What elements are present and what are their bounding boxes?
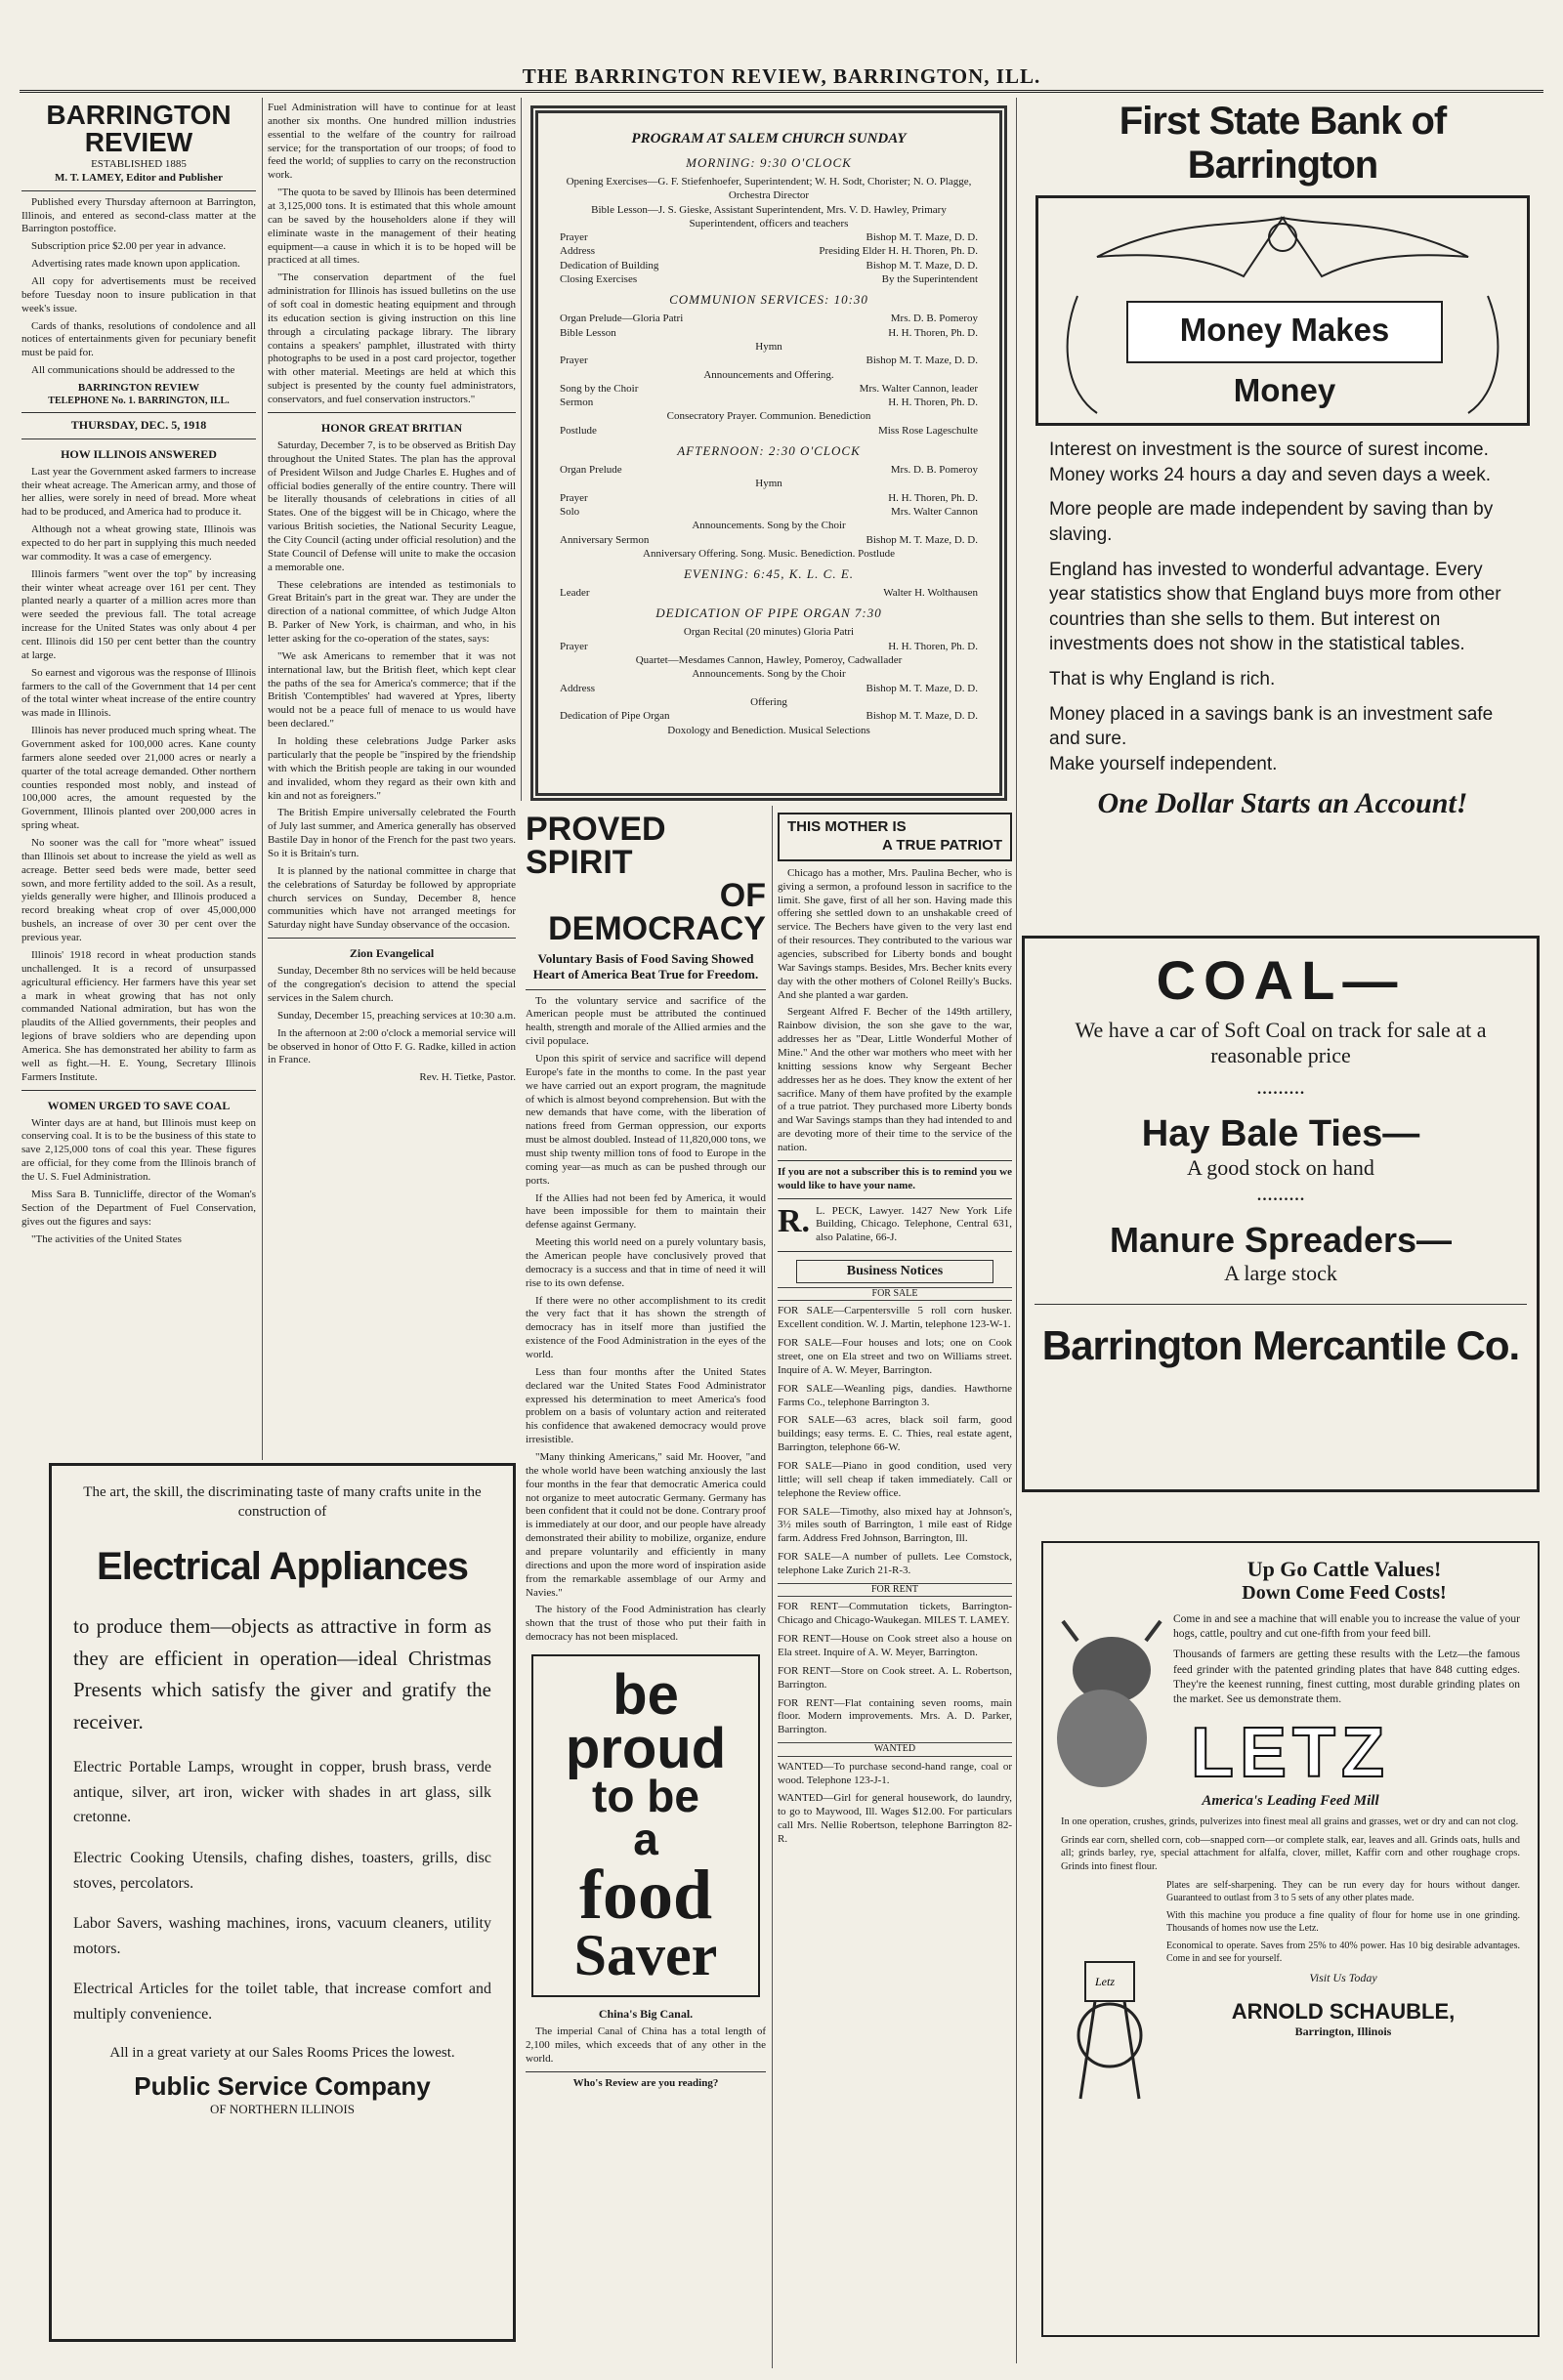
appliances-lead: to produce them—objects as attractive in form as they are efficient in operation—ideal Christmas Presents which satisfy the giver and gratify the receiver. — [73, 1614, 491, 1733]
page-header: THE BARRINGTON REVIEW, BARRINGTON, ILL. — [522, 64, 1041, 88]
header-rule — [20, 90, 1543, 93]
food-saver-ad — [531, 1654, 760, 1997]
program-row — [560, 230, 978, 244]
divider — [526, 2071, 766, 2072]
for-rent-heading: FOR RENT — [778, 1583, 1012, 1598]
program-line: Opening Exercises—G. F. Stiefenhoefer, Superintendent; W. H. Sodt, Chorister; N. O. Plagge, Orchestra Director — [566, 176, 972, 202]
appliances-company-sub: OF NORTHERN ILLINOIS — [210, 2101, 355, 2116]
article-paragraph: Last year the Government asked farmers to increase their wheat acreage. The American army, and those of her allies, were sorely in need of bread. More wheat had to be produced, and America had to produce it. — [21, 465, 256, 519]
letz-paragraph: Economical to operate. Saves from 25% to 40% power. Has 10 big desirable advantages. Come in and see for yourself. — [1166, 1940, 1520, 1964]
article-paragraph: "We ask Americans to remember that it was not international law, but the British fleet, which kept clear the paths of the sea for America's commerce; that if the British 'Contemptibles' had wavered at Ypres, liberty would not be a peace full of menace to us would have been declared." — [268, 649, 516, 731]
program-row — [560, 272, 978, 286]
program-line: Bible Lesson—J. S. Gieske, Assistant Superintendent, Mrs. V. D. Hawley, Primary Superintendent, officers and teachers — [591, 203, 947, 230]
divider — [778, 1198, 1012, 1199]
subscriber-notice: If you are not a subscriber this is to remind you we would like to have your name. — [778, 1165, 1012, 1191]
program-line: Offering — [750, 695, 787, 708]
program-person: Walter H. Wolthausen — [883, 587, 978, 600]
letz-paragraph: Plates are self-sharpening. They can be run every day for hours without danger. Guaranteed to outlast from 3 to 5 sets of any other plates made. — [1166, 1879, 1520, 1903]
food-saver-line: Saver — [573, 1922, 718, 1987]
article-paragraph: "The activities of the United States — [31, 1232, 182, 1245]
divider — [21, 1090, 256, 1091]
manure-text: A large stock — [1224, 1261, 1337, 1285]
column-divider — [262, 98, 263, 1460]
program-row — [560, 505, 978, 519]
program-row — [560, 491, 978, 505]
issue-date: THURSDAY, DEC. 5, 1918 — [70, 418, 207, 433]
letz-head-1: Up Go Cattle Values! — [1246, 1557, 1442, 1581]
program-line: Anniversary Offering. Song. Music. Benediction. Postlude — [643, 547, 895, 560]
article-paragraph: The British Empire universally celebrated the Fourth of July last summer, and America generally has observed Bastile Day in honor of the French for the past two years. So it is Britain's turn. — [268, 807, 516, 859]
article-paragraph: Fuel Administration will have to continue for at least another six months. One hundred million industries essential to the welfare of the country for railroad service; for the transportation of our troops; of food to feed the world; of supplies to carry on the reconstruction work. — [268, 102, 516, 182]
peck-initial: R. — [778, 1202, 811, 1239]
program-line: Announcements. Song by the Choir — [692, 520, 846, 532]
article-paragraph: So earnest and vigorous was the response of Illinois farmers to the call of the Government that 14 per cent of the total winter wheat increase of the entire country was made in Illinois. — [21, 666, 256, 720]
bank-banner-text: Money Makes Money — [1179, 312, 1390, 408]
bank-paragraph: Money placed in a savings bank is an investment safe and sure. — [1049, 703, 1494, 750]
cow-icon — [1053, 1611, 1170, 1807]
article-paragraph: Meeting this world need on a purely voluntary basis, the American people have conclusively proved that democracy is a success and that in time of need it will rise to its own defense. — [526, 1236, 766, 1289]
canal-paragraph: The imperial Canal of China has a total length of 2,100 miles, which exceeds that of any other in the world. — [526, 2025, 766, 2065]
program-line: Doxology and Benediction. Musical Selections — [667, 724, 870, 736]
democracy-article — [526, 813, 766, 2370]
program-line: Hymn — [755, 340, 782, 353]
column-divider — [521, 98, 522, 801]
program-row — [560, 396, 978, 409]
bank-banner — [1126, 301, 1443, 408]
program-section-heading: EVENING: 6:45, K. L. C. E. — [683, 566, 855, 582]
program-item: Prayer — [560, 491, 588, 504]
food-saver-line: be proud — [565, 1663, 727, 1781]
classified-ad: WANTED—To purchase second-hand range, coal or wood. Telephone 123-J-1. — [778, 1760, 1012, 1786]
bank-title: First State Bank of Barrington — [1119, 100, 1447, 187]
church-paragraph: Sunday, December 15, preaching services at 10:30 a.m. — [277, 1009, 516, 1022]
appliances-item: Electric Cooking Utensils, chafing dishes, toasters, grills, disc stoves, percolators. — [73, 1849, 491, 1892]
classified-ad: FOR RENT—Commutation tickets, Barrington-Chicago and Chicago-Waukegan. MILES T. LAMEY. — [778, 1601, 1012, 1627]
article-paragraph: Illinois has never produced much spring wheat. The Government asked for 100,000 acres. Kane county farmers alone seeded over 21,000 acres or nearly a quarter of the total acreage demanded. Other northern counties responded most nobly, and instead of 100,000 acres, the amount requested by the Government, Illinois planted over 200,000 acres in spring wheat. — [21, 725, 256, 832]
feed-mill-label: Letz — [1095, 1975, 1116, 1989]
divider — [268, 412, 516, 413]
mother-column — [778, 813, 1012, 2370]
column-divider — [1016, 98, 1017, 2363]
appliances-item: Electrical Articles for the toilet table, that increase comfort and multiply convenience. — [73, 1981, 491, 2023]
food-saver-line: a — [633, 1813, 658, 1864]
program-person: Bishop M. T. Maze, D. D. — [866, 710, 978, 723]
article-paragraph: Illinois' 1918 record in wheat production stands unchallenged. It is a record of unsurpassed agricultural efficiency. Her farmers have this year set a mark in wheat growing that has not only commanded National admiration, but has won the plaudits of the Allied governments, their peoples and legions of brave soldiers who are depending upon America. She has demonstrated her ability to farm as well as fight.—H. E. Young, Secretary Illinois Farmers Institute. — [21, 948, 256, 1083]
program-section-heading: COMMUNION SERVICES: 10:30 — [669, 292, 868, 308]
program-person: By the Superintendent — [881, 273, 978, 286]
for-sale-heading: FOR SALE — [778, 1287, 1012, 1302]
program-line: Hymn — [755, 478, 782, 490]
hay-text: A good stock on hand — [1187, 1155, 1374, 1180]
masthead-established: ESTABLISHED 1885 — [91, 158, 187, 170]
letz-dealer: ARNOLD SCHAUBLE, — [1231, 1998, 1456, 2024]
article-paragraph: In holding these celebrations Judge Parker asks particularly that the people be "inspired by the friendship with which the British people are taking in our wounded and invalided, whom they regard as their own kith and kin and not as foreigners." — [268, 735, 516, 802]
program-person: H. H. Thoren, Ph. D. — [888, 640, 978, 652]
program-person: Miss Rose Lageschulte — [877, 424, 978, 437]
mother-headline-1: THIS MOTHER IS — [787, 818, 907, 835]
article-paragraph: These celebrations are intended as testimonials to Great Britain's part in the great war. They are under the direction of a national committee, of which Judge Alton B. Parker of New York, is chairman, and who, in his letter asking for the co-operation of the states, says: — [268, 578, 516, 646]
peck-text: L. PECK, Lawyer. 1427 New York Life Building, Chicago. Telephone, Central 631, also Palatine, 66-J. — [816, 1204, 1012, 1244]
column-1 — [21, 102, 256, 1459]
program-section-heading: AFTERNOON: 2:30 O'CLOCK — [677, 443, 861, 459]
program-person: Bishop M. T. Maze, D. D. — [866, 355, 978, 367]
program-item: Organ Prelude — [560, 464, 622, 477]
divider — [778, 1251, 1012, 1252]
article-paragraph: Less than four months after the United States declared war the United States Food Administrator expressed his determination to meet America's food problem on a basis of voluntary action and reiterated his confidence that awakened democracy would prove irresistible. — [526, 1365, 766, 1446]
article-paragraph: If there were no other accomplishment to its credit the very fact that it has shown the strength of democracy has in itself more than justified the existence of the Food Administration in the eyes of the world. — [526, 1294, 766, 1360]
article-paragraph: Winter days are at hand, but Illinois must keep on conserving coal. It is to be the business of this state to save 2,125,000 tons of coal this year. These figures are official, for they come from the Illinois branch of the U. S. Fuel Administration. — [21, 1116, 256, 1184]
program-line: Organ Recital (20 minutes) Gloria Patri — [683, 626, 855, 639]
program-item: Organ Prelude—Gloria Patri — [560, 313, 684, 325]
headline-coal: WOMEN URGED TO SAVE COAL — [47, 1098, 231, 1112]
article-paragraph: Sergeant Alfred F. Becher of the 149th artillery, Rainbow division, the son she gave to the war, addresses her as "Dear, Little Wonderful Mother of Mine." And the other war mothers who meet with her knitting sessions know why Sergeant Becher addresses her as he does. They know the extent of her sacrifice. Many of them have profited by the example of a true patriot. They purchased more Liberty bonds and War Savings stamps than they had intended to and are devoting more of their time to the service of the nation. — [778, 1006, 1012, 1153]
appliances-item: Electric Portable Lamps, wrought in copper, brush brass, verde antique, silver, art iron, wicker with shades in art glass, silk cretonne. — [73, 1759, 491, 1826]
classified-ad: FOR RENT—House on Cook street also a house on Ela street. Inquire of A. W. Meyer, Barrington. — [778, 1633, 1012, 1658]
classified-ad: FOR SALE—Weanling pigs, dandies. Hawthorne Farms Co., telephone Barrington 3. — [778, 1382, 1012, 1408]
program-row — [560, 682, 978, 695]
program-item: Solo — [560, 505, 580, 518]
electrical-appliances-ad — [49, 1463, 516, 2342]
bank-paragraph: More people are made independent by saving than by slaving. — [1049, 499, 1494, 545]
article-paragraph: Miss Sara B. Tunnicliffe, director of the Woman's Section of the Department of Fuel Conservation, gives out the figures and says: — [21, 1188, 256, 1228]
pastor-signature: Rev. H. Tietke, Pastor. — [419, 1071, 516, 1084]
program-person: Presiding Elder H. H. Thoren, Ph. D. — [819, 245, 978, 258]
program-item: Song by the Choir — [560, 382, 639, 395]
program-person: Mrs. Walter Cannon — [890, 505, 978, 518]
masthead-telephone: TELEPHONE No. 1. BARRINGTON, ILL. — [48, 395, 230, 406]
classified-ad: FOR SALE—A number of pullets. Lee Comstock, telephone Lake Zurich 21-R-3. — [778, 1551, 1012, 1576]
food-saver-line: food — [578, 1855, 713, 1934]
article-paragraph: "The quota to be saved by Illinois has been determined at 3,125,000 tons. It is estimated that this whole amount can be saved by the householders alone if they will eliminate waste in the management of their heating equipment—a cause in which it is to be hoped will be practiced at all times. — [268, 187, 516, 267]
program-row — [560, 424, 978, 438]
democracy-subhead: Voluntary Basis of Food Saving Showed Heart of America Beat True for Freedom. — [532, 951, 759, 982]
program-row — [560, 354, 978, 367]
program-person: Bishop M. T. Maze, D. D. — [866, 682, 978, 694]
program-row — [560, 326, 978, 340]
program-person: Mrs. Walter Cannon, leader — [859, 382, 978, 395]
masthead-subscription: Subscription price $2.00 per year in advance. — [31, 240, 227, 253]
program-row — [560, 586, 978, 600]
program-item: Anniversary Sermon — [560, 533, 650, 546]
letz-details — [1061, 1816, 1520, 2039]
article-paragraph: Upon this spirit of service and sacrifice will depend Europe's fate in the months to come. In the past year we have carried out an export program, the magnitude of which is almost beyond comprehension. But with the new demands that have come, with the liberation of nations freed from German oppression, our exports must be almost doubled. Instead of 11,820,000 tons, we must ship twenty million tons of food to Europe in the coming year—as much as can be pushed through our ports. — [526, 1052, 766, 1187]
program-title: PROGRAM AT SALEM CHURCH SUNDAY — [631, 131, 907, 146]
bank-copy — [1022, 438, 1543, 777]
manure-heading: Manure Spreaders— — [1109, 1220, 1453, 1260]
masthead-communications: All communications should be addressed to the — [31, 364, 235, 377]
mercantile-ad — [1022, 936, 1540, 1492]
letz-feed-mill-ad — [1041, 1541, 1540, 2337]
column-divider — [772, 806, 773, 2368]
classifieds — [778, 1260, 1012, 1847]
coal-heading: COAL— — [1156, 949, 1406, 1011]
church-paragraph: Sunday, December 8th no services will be held because of the congregation's decision to attend the special services in the Salem church. — [268, 965, 516, 1004]
program-row — [560, 533, 978, 547]
business-notices-title: Business Notices — [796, 1260, 993, 1283]
letz-brand: LETZ — [1191, 1714, 1390, 1793]
headline-illinois: HOW ILLINOIS ANSWERED — [61, 446, 217, 461]
masthead-title: BARRINGTON REVIEW — [46, 102, 232, 157]
canal-footer: Who's Review are you reading? — [572, 2076, 719, 2089]
program-person: H. H. Thoren, Ph. D. — [888, 397, 978, 409]
program-person: Mrs. D. B. Pomeroy — [890, 313, 978, 325]
democracy-headline-1: PROVED SPIRIT — [526, 813, 666, 881]
program-item: Prayer — [560, 231, 588, 244]
church-heading: Zion Evangelical — [349, 946, 435, 961]
bank-paragraph: England has invested to wonderful advantage. Every year statistics show that England buys more from other countries than she sells to them. But interest on investments does not show in the statistical tables. — [1049, 559, 1501, 655]
masthead-advertising: Advertising rates made known upon application. — [31, 258, 240, 271]
letz-town: Barrington, Illinois — [1294, 2024, 1392, 2038]
bank-ad — [1022, 98, 1543, 908]
letz-paragraph: Grinds ear corn, shelled corn, cob—snapped corn—or complete stalk, ear, leaves and all. Grinds oats, hulls and all; grinds barley, rye, special attachment for alfalfa, clover, millet, Kaffir corn and other roughage crops. Grinds into finest flour. — [1061, 1834, 1520, 1872]
program-item: Prayer — [560, 355, 588, 367]
program-person: Bishop M. T. Maze, D. D. — [866, 259, 978, 271]
bank-paragraph: Make yourself independent. — [1049, 754, 1278, 775]
program-line: Announcements and Offering. — [703, 368, 834, 381]
bank-paragraph: Interest on investment is the source of surest income. Money works 24 hours a day and seven days a week. — [1049, 439, 1492, 485]
letz-tagline: America's Leading Feed Mill — [1202, 1793, 1379, 1810]
classified-ad: FOR RENT—Store on Cook street. A. L. Robertson, Barrington. — [778, 1664, 1012, 1691]
mercantile-company: Barrington Mercantile Co. — [1041, 1322, 1520, 1368]
program-section-heading: MORNING: 9:30 O'CLOCK — [686, 155, 852, 170]
letz-paragraph: In one operation, crushes, grinds, pulverizes into finest meal all grains and grasses, wet or dry and can not clog. — [1061, 1816, 1519, 1828]
article-paragraph: No sooner was the call for "more wheat" issued than Illinois set about to increase the yield as well as acreage. Better seed beds were made, better seed sown, and more fertility added to the soil. As a result, yields generally were higher, and Illinois produced a record breaking wheat crop of over 45,000,000 bushels, an increase of over 30 per cent over the previous year. — [21, 837, 256, 944]
letz-paragraph: Come in and see a machine that will enable you to increase the value of your hogs, cattle, poultry and cut one-fifth from your feed bill. — [1173, 1613, 1520, 1641]
classified-ad: FOR SALE—Piano in good condition, used very little; will sell cheap if taken immediately. Call or telephone the Review office. — [778, 1459, 1012, 1499]
article-paragraph: Illinois farmers "went over the top" by increasing their winter wheat acreage over 161 per cent. They planted nearly a quarter of a million acres more than were seeded the previous fall. The total acreage increase for the United States was only about 4 per cent. Illinois did 150 per cent better than the country at large. — [21, 567, 256, 661]
masthead-address: BARRINGTON REVIEW — [77, 382, 200, 395]
classified-ad: FOR SALE—63 acres, black soil farm, good buildings; easy terms. E. C. Thies, real estate agent, Barrington, telephone 66-W. — [778, 1414, 1012, 1454]
classified-ad: FOR SALE—Timothy, also mixed hay at Johnson's, 3½ miles south of Barrington, 1 mile east of Ridge farm. Address Fred Johnson, Barrington, Ill. — [778, 1505, 1012, 1545]
letz-paragraph: With this machine you produce a fine quality of flour for home use in one grinding. Thousands of homes now use the Letz. — [1166, 1909, 1520, 1934]
column-2 — [268, 102, 516, 1459]
article-paragraph: If the Allies had not been fed by America, it would have been impossible for them to maintain their defense against Germany. — [526, 1191, 766, 1232]
program-body — [560, 155, 978, 737]
appliances-intro: The art, the skill, the discriminating taste of many crafts unite in the construction of — [83, 1484, 482, 1520]
article-paragraph: "Many thinking Americans," said Mr. Hoover, "and the whole world have been watching anxiously the last four months in the fear that democratic America could not organize to meet autocratic Germany. Germany has been confident that it could not be done. Contrary proof is immediately at our door, and our people have already demonstrated their ability to mobilize, organize, endure and prepare voluntarily and efficiently in many directions and upon the more word of inspiration aside from the remarkable assemblage of our Army and Navies." — [526, 1451, 766, 1599]
bank-paragraph: That is why England is rich. — [1049, 669, 1276, 690]
program-item: Dedication of Building — [560, 259, 659, 271]
divider — [778, 1160, 1012, 1161]
appliances-company: Public Service Company — [134, 2070, 431, 2101]
program-person: Bishop M. T. Maze, D. D. — [866, 533, 978, 546]
article-paragraph: It is planned by the national committee in charge that the celebrations of Saturday be followed by appropriate church services on Sunday, December 8, hence communities which have not arranged meetings for Saturday night have Sunday observance of the occasion. — [268, 864, 516, 932]
headline-britain: HONOR GREAT BRITIAN — [320, 420, 463, 435]
program-person: Mrs. D. B. Pomeroy — [890, 464, 978, 477]
masthead-editor: M. T. LAMEY, Editor and Publisher — [55, 171, 223, 184]
divider — [526, 989, 766, 990]
article-paragraph: To the voluntary service and sacrifice of the American people must be attributed the continued health, strength and morale of the Allied armies and the civil populace. — [526, 994, 766, 1048]
program-person: H. H. Thoren, Ph. D. — [888, 326, 978, 339]
article-paragraph: Saturday, December 7, is to be observed as British Day throughout the United States. The plan has the approval of President Wilson and Judge Charles E. Hughes and of official bodies generally of the entire country. There will be literally thousands of celebrations in cities of all States. One of the biggest will be in Chicago, where the various British societies, the National Security League, the City Council (acting under official resolution) and the State Council of Defense will unite to make the occasion a memorable one. — [268, 439, 516, 573]
letz-headings — [1168, 1557, 1520, 1605]
article-paragraph: Chicago has a mother, Mrs. Paulina Becher, who is giving a sermon, a profound lesson in sacrifice to the limit. She gave, first of all her son. Having made this offering she settled down to an unshakable creed of service. The Bechers have given to the very last end of their resources. They contributed to the various war agencies, subscribed for Liberty bonds and bought War Savings stamps. Besides, Mrs. Becher knits every day with the other mothers of Colonel Reilly's Bucks. And she planted a war garden. — [778, 866, 1012, 1001]
program-item: Sermon — [560, 397, 594, 409]
program-row — [560, 463, 978, 477]
article-paragraph: "The conservation department of the fuel administration for Illinois has issued bulletins on the use of soft coal in domestic heating equipment and through its education section is giving instruction on this line through a circulating package library. The library contains a speakers' pamphlet, illustrated with thirty photographs to be used in a post card projector, together with other material. Meetings are held at which this subject is presented by the county fuel administrators, conservators, and fuel conservation instructors." — [268, 271, 516, 406]
classified-ad: FOR SALE—Carpentersville 5 roll corn husker. Excellent condition. W. J. Martin, telephone 123-W-1. — [778, 1305, 1012, 1331]
letz-head-2: Down Come Feed Costs! — [1242, 1582, 1447, 1604]
classified-ad: FOR RENT—Flat containing seven rooms, main floor. Modern improvements. Mrs. A. D. Parker, Barrington. — [778, 1696, 1012, 1736]
program-line: Announcements. Song by the Choir — [692, 668, 846, 681]
coal-text: We have a car of Soft Coal on track for sale at a reasonable price — [1075, 1018, 1487, 1067]
program-row — [560, 259, 978, 272]
appliances-item: Labor Savers, washing machines, irons, vacuum cleaners, utility motors. — [73, 1915, 491, 1957]
church-paragraph: In the afternoon at 2:00 o'clock a memorial service will be observed in honor of Otto F. G. Radke, killed in action in France. — [268, 1026, 516, 1066]
masthead-published: Published every Thursday afternoon at Barrington, Illinois, and entered as second-class matter at the Barrington postoffice. — [21, 195, 256, 235]
program-item: Address — [560, 682, 596, 694]
article-paragraph: The history of the Food Administration has clearly shown that the trust of those who put their faith in democracy has not been misplaced. — [526, 1604, 766, 1644]
program-row — [560, 640, 978, 653]
letz-visit: Visit Us Today — [1309, 1970, 1377, 1984]
program-section-heading: DEDICATION OF PIPE ORGAN 7:30 — [655, 605, 882, 621]
program-item: Leader — [560, 587, 590, 600]
program-line: Consecratory Prayer. Communion. Benediction — [666, 410, 871, 423]
feed-mill-icon — [1061, 1942, 1159, 2109]
program-person: H. H. Thoren, Ph. D. — [888, 491, 978, 504]
masthead-cards: Cards of thanks, resolutions of condolence and all notices of entertainments given for pecuniary benefit must be paid for. — [21, 319, 256, 359]
divider — [21, 438, 256, 439]
peck-card — [778, 1202, 1012, 1246]
program-row — [560, 244, 978, 258]
appliances-closing: All in a great variety at our Sales Rooms Prices the lowest. — [109, 2044, 455, 2061]
bank-banner-frame — [1035, 195, 1530, 426]
program-item: Prayer — [560, 640, 588, 652]
church-program-box — [530, 105, 1007, 801]
masthead-copy: All copy for advertisements must be received before Tuesday noon to insure publication in that week's issue. — [21, 275, 256, 314]
canal-heading: China's Big Canal. — [598, 2006, 694, 2021]
program-row — [560, 312, 978, 325]
letz-paragraph: Thousands of farmers are getting these results with the Letz—the famous feed grinder with the patented grinding plates that have 848 cutting edges. They're the keenest running, finest cutting, most durable grinding plates on the market. See us demonstrate them. — [1173, 1649, 1520, 1705]
dots-separator: ......... — [1256, 1181, 1305, 1205]
classified-ad: WANTED—Girl for general housework, do laundry, to go to Maywood, Ill. Wages $12.00. For particulars call Mrs. Nellie Robertson, telephone Barrington 82-R. — [778, 1792, 1012, 1846]
article-paragraph: Although not a wheat growing state, Illinois was expected to do her part in supplying this much needed war commodity. It was a case of emergency. — [21, 523, 256, 563]
program-person: Bishop M. T. Maze, D. D. — [866, 231, 978, 244]
mother-headline-box — [778, 813, 1012, 861]
mother-headline-2: A TRUE PATRIOT — [881, 836, 1002, 854]
divider — [1035, 1304, 1527, 1305]
dots-separator: ......... — [1256, 1074, 1305, 1099]
program-row — [560, 382, 978, 396]
hay-heading: Hay Bale Ties— — [1141, 1113, 1420, 1154]
wanted-heading: WANTED — [778, 1742, 1012, 1757]
appliances-title: Electrical Appliances — [97, 1545, 468, 1588]
divider — [21, 190, 256, 191]
program-item: Dedication of Pipe Organ — [560, 710, 670, 723]
program-item: Postlude — [560, 424, 597, 437]
program-item: Bible Lesson — [560, 326, 616, 339]
food-saver-line: to be — [592, 1771, 699, 1822]
bank-slogan: One Dollar Starts an Account! — [1097, 786, 1468, 819]
divider — [21, 412, 256, 413]
program-item: Closing Exercises — [560, 273, 638, 286]
divider — [268, 938, 516, 939]
program-row — [560, 709, 978, 723]
classified-ad: FOR SALE—Four houses and lots; one on Cook street, one on Ela street and two on Williams street. Inquire of A. W. Meyer, Barrington. — [778, 1337, 1012, 1376]
program-item: Address — [560, 245, 596, 258]
program-line: Quartet—Mesdames Cannon, Hawley, Pomeroy, Cadwallader — [635, 654, 903, 667]
democracy-headline-2: OF DEMOCRACY — [548, 877, 766, 947]
